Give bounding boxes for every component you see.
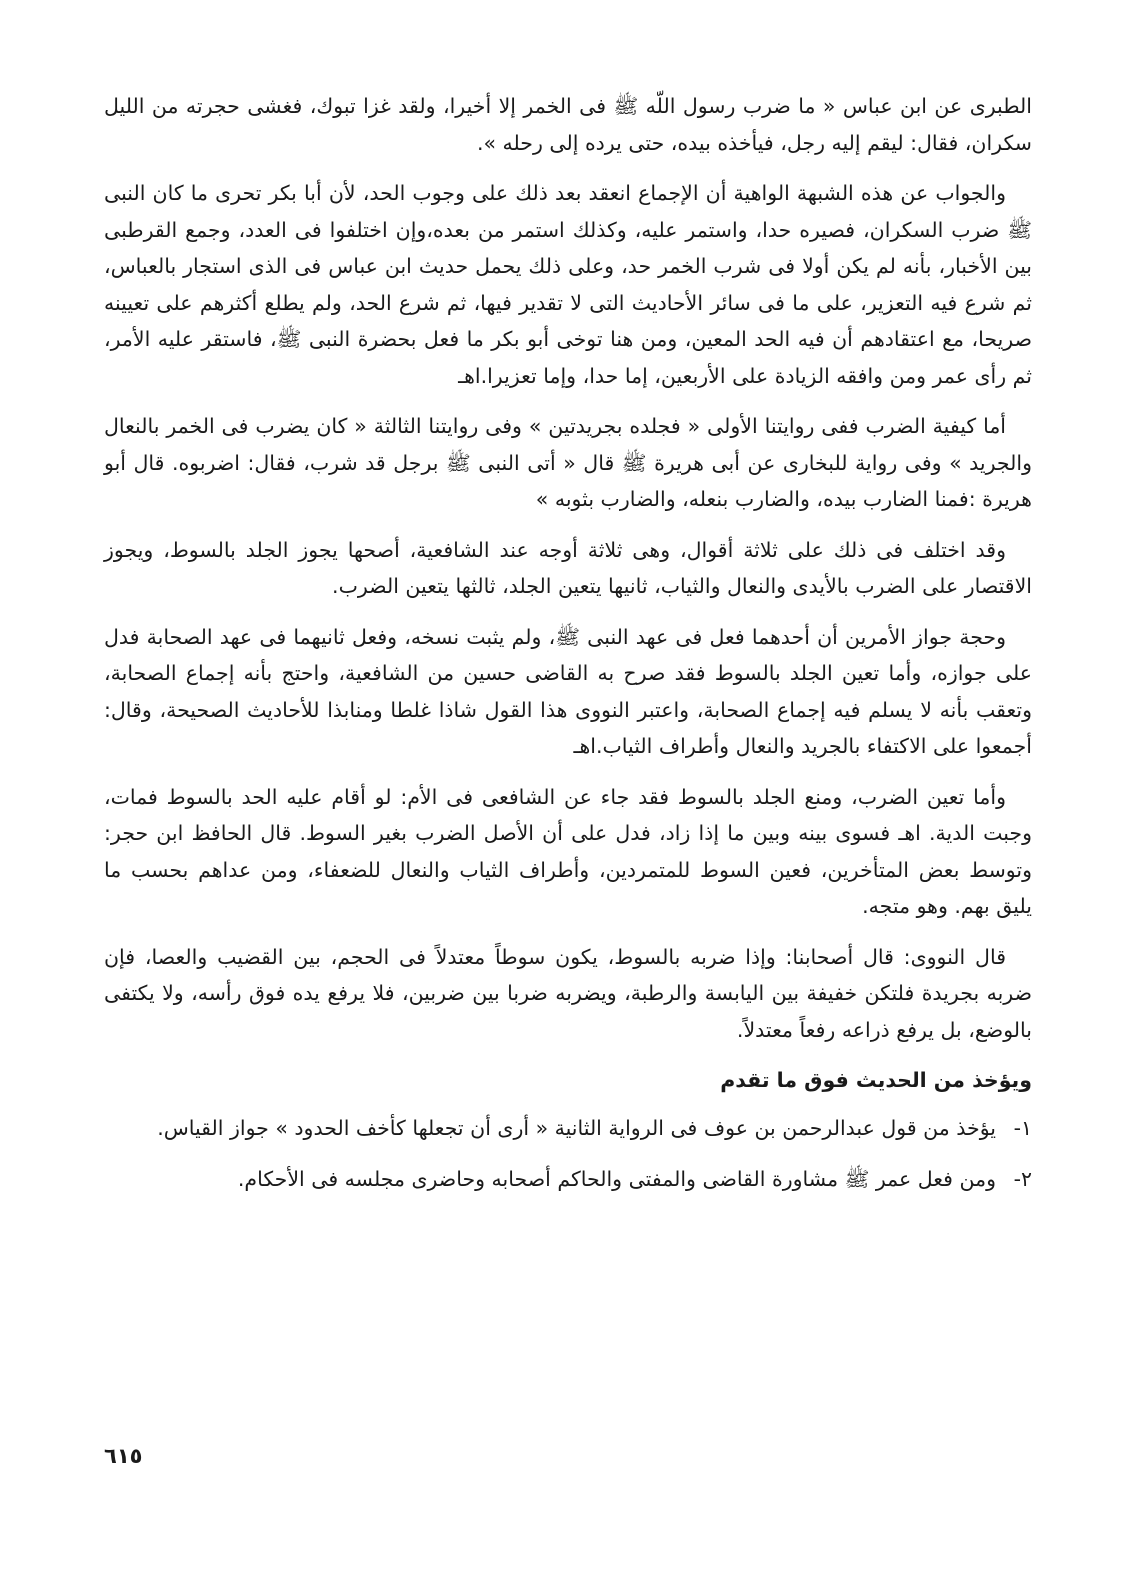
list-item-text: ومن فعل عمر ﷺ مشاورة القاضى والمفتى والحاكم أصحابه وحاضرى مجلسه فى الأحكام.: [237, 1166, 996, 1191]
paragraph-2: والجواب عن هذه الشبهة الواهية أن الإجماع انعقد بعد ذلك على وجوب الحد، لأن أبا بكر تحرى ما كان النبى ﷺ ضرب السكران، فصيره حدا، واستمر عليه، وكذلك استمر من بعده،وإن اختلفوا فى العدد، وجمع القرطبى بين الأخبار، بأنه لم يكن أولا فى شرب الخمر حد، وعلى ذلك يحمل حديث ابن عباس فى الذى استجار بالعباس، ثم شرع فيه التعزير، على ما فى سائر الأحاديث التى لا تقدير فيها، ثم شرع الحد، ولم يطلع أكثرهم على تعيينه صريحا، مع اعتقادهم أن فيه الحد المعين، ومن هنا توخى أبو بكر ما فعل بحضرة النبى ﷺ، فاستقر عليه الأمر، ثم رأى عمر ومن وافقه الزيادة على الأربعين، إما حدا، وإما تعزيرا.اهـ: [104, 181, 1032, 388]
list-item-number: ٢-: [1013, 1166, 1032, 1191]
paragraph-4: وقد اختلف فى ذلك على ثلاثة أقوال، وهى ثلاثة أوجه عند الشافعية، أصحها يجوز الجلد بالسوط، ويجوز الاقتصار على الضرب بالأيدى والنعال والثياب، ثانيها يتعين الجلد، ثالثها يتعين الضرب.: [104, 537, 1032, 598]
list-item-2: [104, 1161, 1032, 1198]
section-heading: ويؤخذ من الحديث فوق ما تقدم: [720, 1068, 1032, 1092]
list-item-text: يؤخذ من قول عبدالرحمن بن عوف فى الرواية الثانية « أرى أن تجعلها كأخف الحدود » جواز القياس.: [157, 1116, 996, 1140]
paragraph-3: أما كيفية الضرب ففى روايتنا الأولى « فجلده بجريدتين » وفى روايتنا الثالثة « كان يضرب فى الخمر بالنعال والجريد » وفى رواية للبخارى عن أبى هريرة ﷺ قال « أتى النبى ﷺ برجل قد شرب، فقال: اضربوه. قال أبو هريرة :فمنا الضارب بيده، والضارب بنعله، والضارب بثوبه »: [104, 414, 1032, 511]
paragraph-7: قال النووى: قال أصحابنا: وإذا ضربه بالسوط، يكون سوطاً معتدلاً فى الحجم، بين القضيب والعصا، فإن ضربه بجريدة فلتكن خفيفة بين اليابسة والرطبة، ويضربه ضربا بين ضربين، فلا يرفع يده فوق رأسه، ولا يكتفى بالوضع، بل يرفع ذراعه رفعاً معتدلاً.: [104, 944, 1032, 1042]
list-item-1: [104, 1110, 1032, 1147]
page-body: [104, 88, 1032, 1211]
paragraph-1: الطبرى عن ابن عباس « ما ضرب رسول اللّه ﷺ فى الخمر إلا أخيرا، ولقد غزا تبوك، فغشى حجرته من الليل سكران، فقال: ليقم إليه رجل، فيأخذه بيده، حتى يرده إلى رحله ».: [104, 94, 1032, 155]
list-item-number: ١-: [1013, 1116, 1032, 1140]
paragraph-5: وحجة جواز الأمرين أن أحدهما فعل فى عهد النبى ﷺ، ولم يثبت نسخه، وفعل ثانيهما فى عهد الصحابة فدل على جوازه، وأما تعين الجلد بالسوط فقد صرح به القاضى حسين من الشافعية، واحتج بأنه إجماع الصحابة، وتعقب بأنه لا يسلم فيه إجماع الصحابة، واعتبر النووى هذا القول شاذا غلطا ومنابذا للأحاديث الصحيحة، وقال: أجمعوا على الاكتفاء بالجريد والنعال وأطراف الثياب.اهـ: [104, 624, 1032, 758]
paragraph-6: وأما تعين الضرب، ومنع الجلد بالسوط فقد جاء عن الشافعى فى الأم: لو أقام عليه الحد بالسوط فمات، وجبت الدية. اهـ فسوى بينه وبين ما إذا زاد، فدل على أن الأصل الضرب بغير السوط. قال الحافظ ابن حجر: وتوسط بعض المتأخرين، فعين السوط للمتمردين، وأطراف الثياب والنعال للضعفاء، ومن عداهم بحسب ما يليق بهم. وهو متجه.: [104, 784, 1032, 918]
page-number: ٦١٥: [104, 1444, 143, 1468]
